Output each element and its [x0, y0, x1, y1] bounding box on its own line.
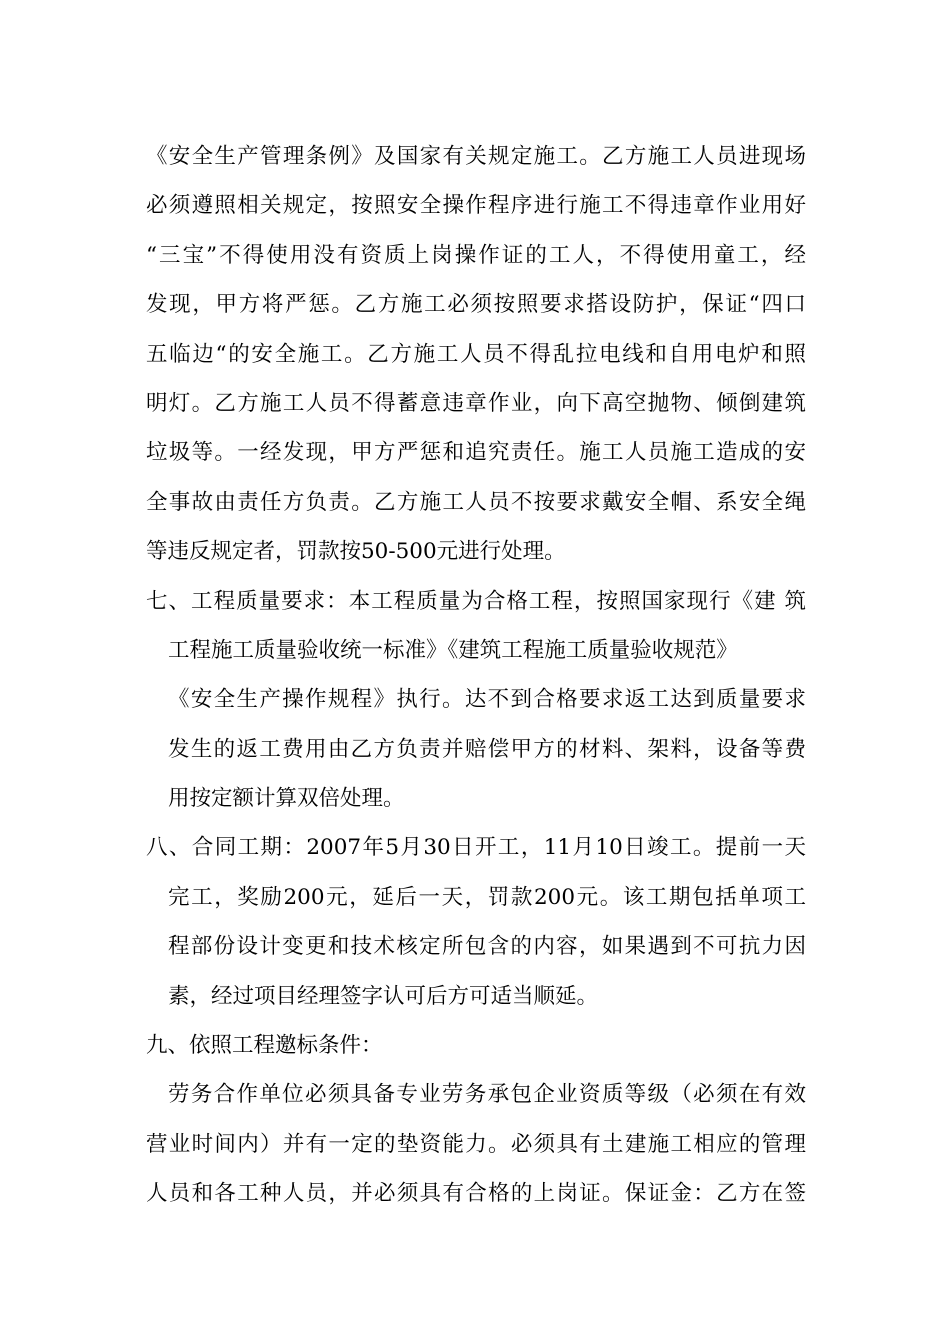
section-heading-schedule: 八、合同工期：2007年5月30日开工，11月10日竣工。提前一天: [146, 835, 806, 861]
text-line: 等违反规定者，罚款按50-500元进行处理。: [146, 539, 566, 565]
text-line: 发现，甲方将严惩。乙方施工必须按照要求搭设防护，保证“四口: [146, 292, 806, 318]
text-line: 用按定额计算双倍处理。: [168, 786, 405, 812]
text-line: 完工，奖励200元，延后一天，罚款200元。该工期包括单项工: [168, 884, 806, 910]
text-line: 工程施工质量验收统一标准》《建筑工程施工质量验收规范》: [168, 637, 738, 663]
text-line: 明灯。乙方施工人员不得蓄意违章作业，向下高空抛物、倾倒建筑: [146, 390, 806, 416]
document-body: [146, 132, 806, 1219]
text-line: 人员和各工种人员，并必须具有合格的上岗证。保证金：乙方在签: [146, 1181, 806, 1207]
text-line: 发生的返工费用由乙方负责并赔偿甲方的材料、架料，设备等费: [168, 736, 806, 762]
section-heading-quality: 七、工程质量要求：本工程质量为合格工程，按照国家现行《建 筑: [146, 588, 806, 614]
text-line: 营业时间内）并有一定的垫资能力。必须具有土建施工相应的管理: [146, 1131, 806, 1157]
text-line: 程部份设计变更和技术核定所包含的内容，如果遇到不可抗力因: [168, 934, 806, 960]
section-heading-bidding: 九、依照工程邀标条件：: [146, 1033, 383, 1059]
text-line: 五临边“的安全施工。乙方施工人员不得乱拉电线和自用电炉和照: [146, 341, 806, 367]
text-line: 劳务合作单位必须具备专业劳务承包企业资质等级（必须在有效: [168, 1082, 806, 1108]
text-line: 素，经过项目经理签字认可后方可适当顺延。: [168, 983, 599, 1009]
text-line: “三宝”不得使用没有资质上岗操作证的工人，不得使用童工，经: [146, 242, 806, 268]
text-line: 全事故由责任方负责。乙方施工人员不按要求戴安全帽、系安全绳: [146, 489, 806, 515]
text-line: 垃圾等。一经发现，甲方严惩和追究责任。施工人员施工造成的安: [146, 440, 806, 466]
text-line: 《安全生产管理条例》及国家有关规定施工。乙方施工人员进现场: [146, 144, 806, 169]
text-line: 《安全生产操作规程》执行。达不到合格要求返工达到质量要求: [168, 687, 806, 713]
text-line: 必须遵照相关规定，按照安全操作程序进行施工不得违章作业用好: [146, 193, 806, 219]
